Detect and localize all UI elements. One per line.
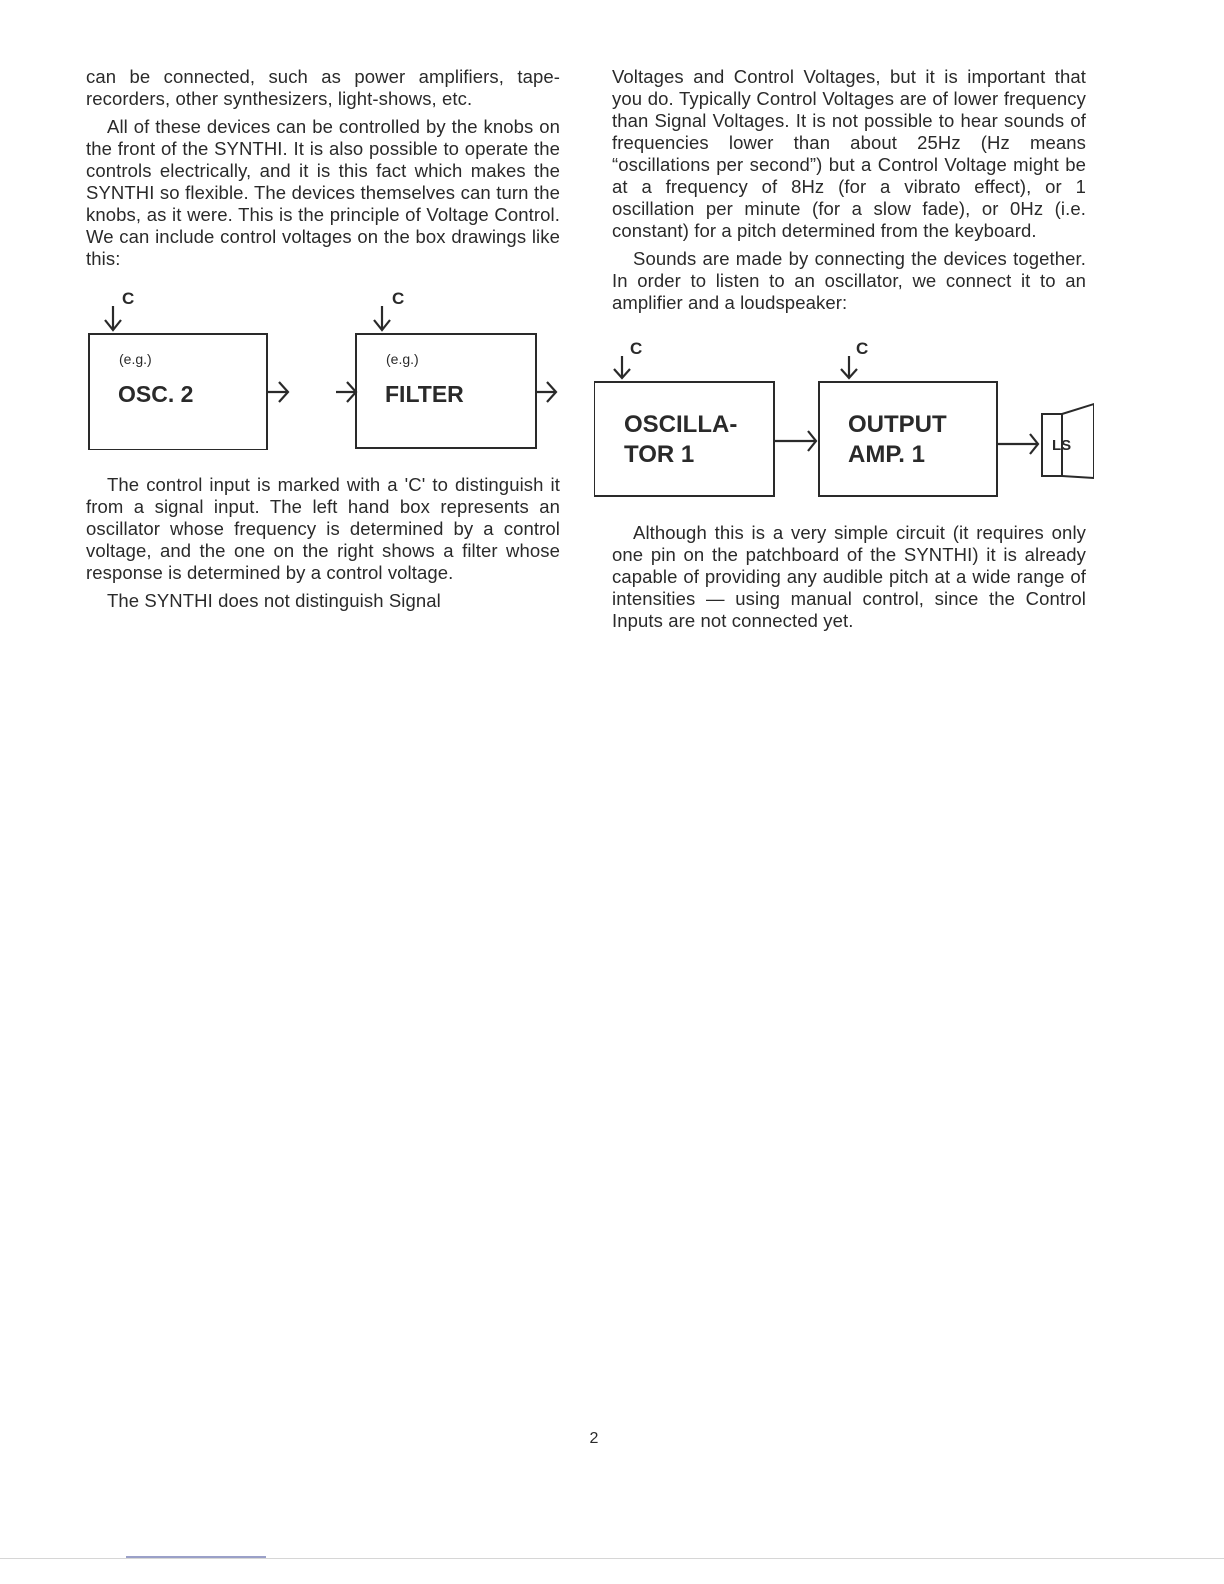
amp-output-arrow-icon [998, 434, 1038, 454]
filter-name: FILTER [385, 381, 464, 407]
filter-eg-label: (e.g.) [386, 351, 419, 367]
osc2-control-label: C [122, 289, 135, 308]
filter-output-arrow-icon [537, 382, 556, 402]
osc2-control-arrow-icon [105, 306, 121, 330]
filter-input-arrow-icon [336, 382, 356, 402]
osc2-name: OSC. 2 [118, 381, 194, 407]
oscillator-control-label: C [630, 339, 643, 358]
left-paragraph-3: The control input is marked with a 'C' to distinguish it from a signal input. The left hand box represents an oscillator whose frequency is determined by a control voltage, and the one on the right shows a filter whose response is determined by a control voltage. [86, 474, 560, 583]
amp-control-arrow-icon [841, 356, 857, 378]
oscillator-amp-speaker-diagram [594, 314, 1094, 504]
loudspeaker-label: LS [1052, 437, 1072, 454]
oscillator-control-arrow-icon [614, 356, 630, 378]
footer-divider [0, 1558, 1224, 1559]
right-paragraph-3: Although this is a very simple circuit (it requires only one pin on the patchboard of the SYNTHI) it is already capable of providing any audible pitch at a wide range of intensities — using manual control, since the Control Inputs are not connected yet. [612, 522, 1086, 631]
left-paragraph-2: All of these devices can be controlled by the knobs on the front of the SYNTHI. It is also possible to operate the controls electrically, and it is this fact which makes the SYNTHI so flexible. The devices themselves can turn the knobs, as it were. This is the principle of Voltage Control. We can include control voltages on the box drawings like this: [86, 116, 560, 269]
oscillator-box [594, 382, 774, 496]
oscillator-output-arrow-icon [775, 431, 816, 451]
left-column [86, 66, 560, 612]
right-paragraph-1: Voltages and Control Voltages, but it is important that you do. Typically Control Voltages are of lower frequency than Signal Voltages. It is not possible to hear sounds of frequencies lower than about 25Hz (Hz means “oscillations per second”) but a Control Voltage might be at a frequency of 8Hz (for a vibrato effect), or 1 oscillation per minute (for a slow fade), or 0Hz (i.e. constant) for a pitch determined from the keyboard. [612, 66, 1086, 241]
right-column [612, 66, 1086, 632]
output-amp-box [819, 382, 997, 496]
filter-control-label: C [392, 289, 405, 308]
osc2-eg-label: (e.g.) [119, 351, 152, 367]
left-paragraph-4: The SYNTHI does not distinguish Signal [107, 590, 441, 611]
left-paragraph-1: can be connected, such as power amplifiers, tape-recorders, other synthesizers, light-shows, etc. [86, 66, 560, 109]
oscillator-name-line1: OSCILLA- [624, 411, 738, 438]
amp-name-line1: OUTPUT [848, 411, 947, 438]
footer-mark [126, 1556, 266, 1558]
filter-control-arrow-icon [374, 306, 390, 330]
amp-name-line2: AMP. 1 [848, 441, 925, 468]
page-number: 2 [589, 1430, 599, 1447]
oscillator-name-line2: TOR 1 [624, 441, 695, 468]
amp-control-label: C [856, 339, 869, 358]
osc2-output-arrow-icon [268, 382, 288, 402]
voltage-control-diagram [86, 270, 560, 450]
right-paragraph-2: Sounds are made by connecting the devices together. In order to listen to an oscillator, we connect it to an amplifier and a loudspeaker: [612, 248, 1086, 313]
